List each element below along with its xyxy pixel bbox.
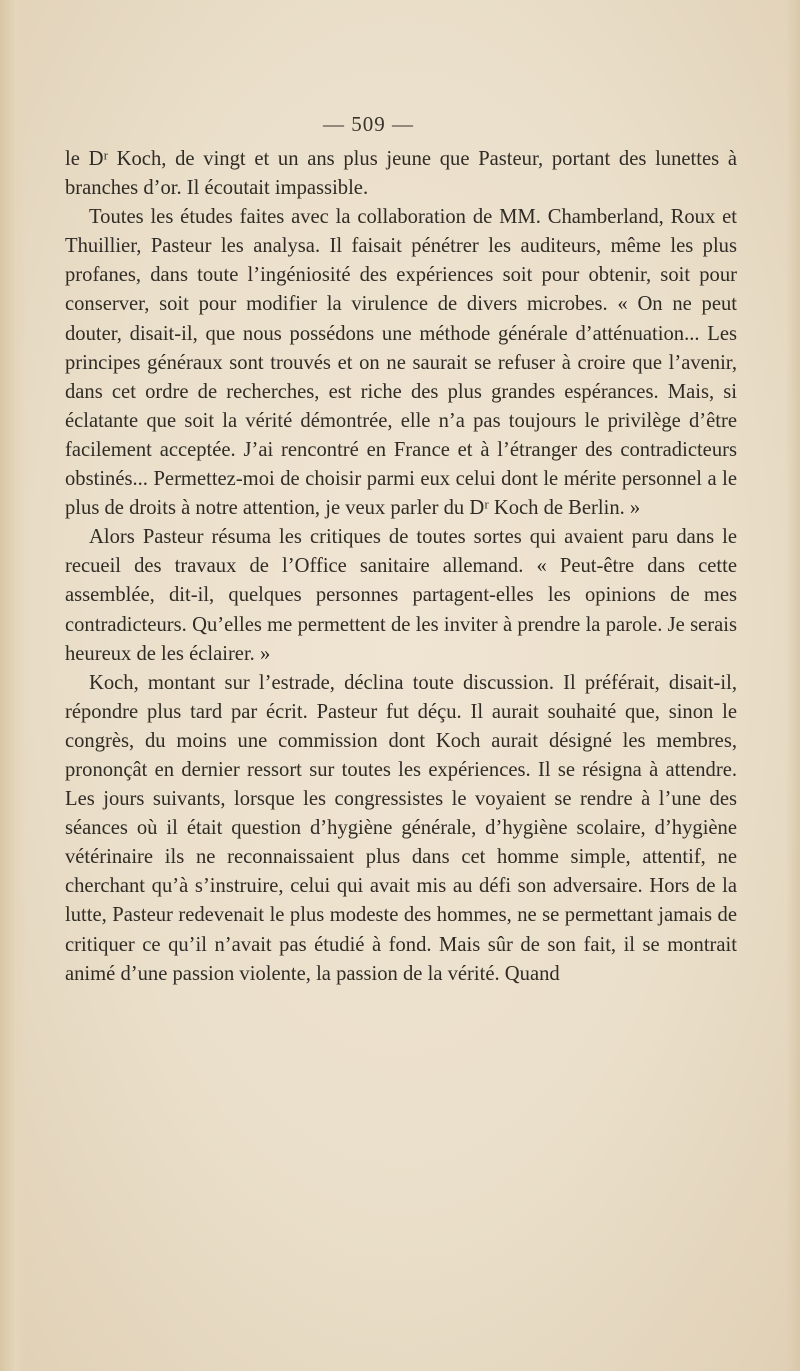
- page-number: — 509 —: [323, 112, 414, 136]
- paragraph-4: Koch, montant sur l’estrade, déclina toute discussion. Il préférait, disait-il, répondre plus tard par écrit. Pasteur fut déçu. Il aurait souhaité que, sinon le congrès, du moins une commission dont Koch aurait désigné les membres, prononçât en dernier ressort sur toutes les expériences. Il se résigna à attendre. Les jours suivants, lorsque les congressistes le voyaient se rendre à l’une des séances où il était question d’hygiène générale, d’hygiène scolaire, d’hygiène vétérinaire ils ne reconnaissaient plus dans cet homme simple, attentif, ne cherchant qu’à s’instruire, celui qui avait mis au défi son adversaire. Hors de la lutte, Pasteur redevenait le plus modeste des hommes, ne se permettant jamais de critiquer ce qu’il n’avait pas étudié à fond. Mais sûr de son fait, il se montrait animé d’une passion violente, la passion de la vérité. Quand: [65, 671, 737, 985]
- page-right-edge: [786, 0, 800, 1371]
- paragraph-2: Toutes les études faites avec la collaboration de MM. Chamberland, Roux et Thuillier, Pasteur les analysa. Il faisait pénétrer les auditeurs, même les plus profanes, dans toute l’ingéniosité des expériences soit pour obtenir, soit pour conserver, soit pour modifier la virulence de divers microbes. « On ne peut douter, disait-il, que nous possédons une méthode générale d’atténuation... Les principes généraux sont trouvés et on ne saurait se refuser à croire que l’avenir, dans cet ordre de recherches, est riche des plus grandes espérances. Mais, si éclatante que soit la vérité démontrée, elle n’a pas toujours le privilège d’être facilement acceptée. J’ai rencontré en France et à l’étranger des contradicteurs obstinés... Permettez-moi de choisir parmi eux celui dont le mérite personnel a le plus de droits à notre attention, je veux parler du Dʳ Koch de Berlin. »: [65, 206, 737, 520]
- body-text: [65, 145, 737, 989]
- paragraph-1: le Dʳ Koch, de vingt et un ans plus jeune que Pasteur, portant des lunettes à branches d’or. Il écoutait impassible.: [65, 148, 737, 200]
- paragraph-3: Alors Pasteur résuma les critiques de toutes sortes qui avaient paru dans le recueil des travaux de l’Office sanitaire allemand. « Peut-être dans cette assemblée, dit-il, quelques personnes partagent-elles les opinions de mes contradicteurs. Qu’elles me permettent de les inviter à prendre la parole. Je serais heureux de les éclairer. »: [65, 526, 737, 665]
- page-left-edge: [0, 0, 26, 1371]
